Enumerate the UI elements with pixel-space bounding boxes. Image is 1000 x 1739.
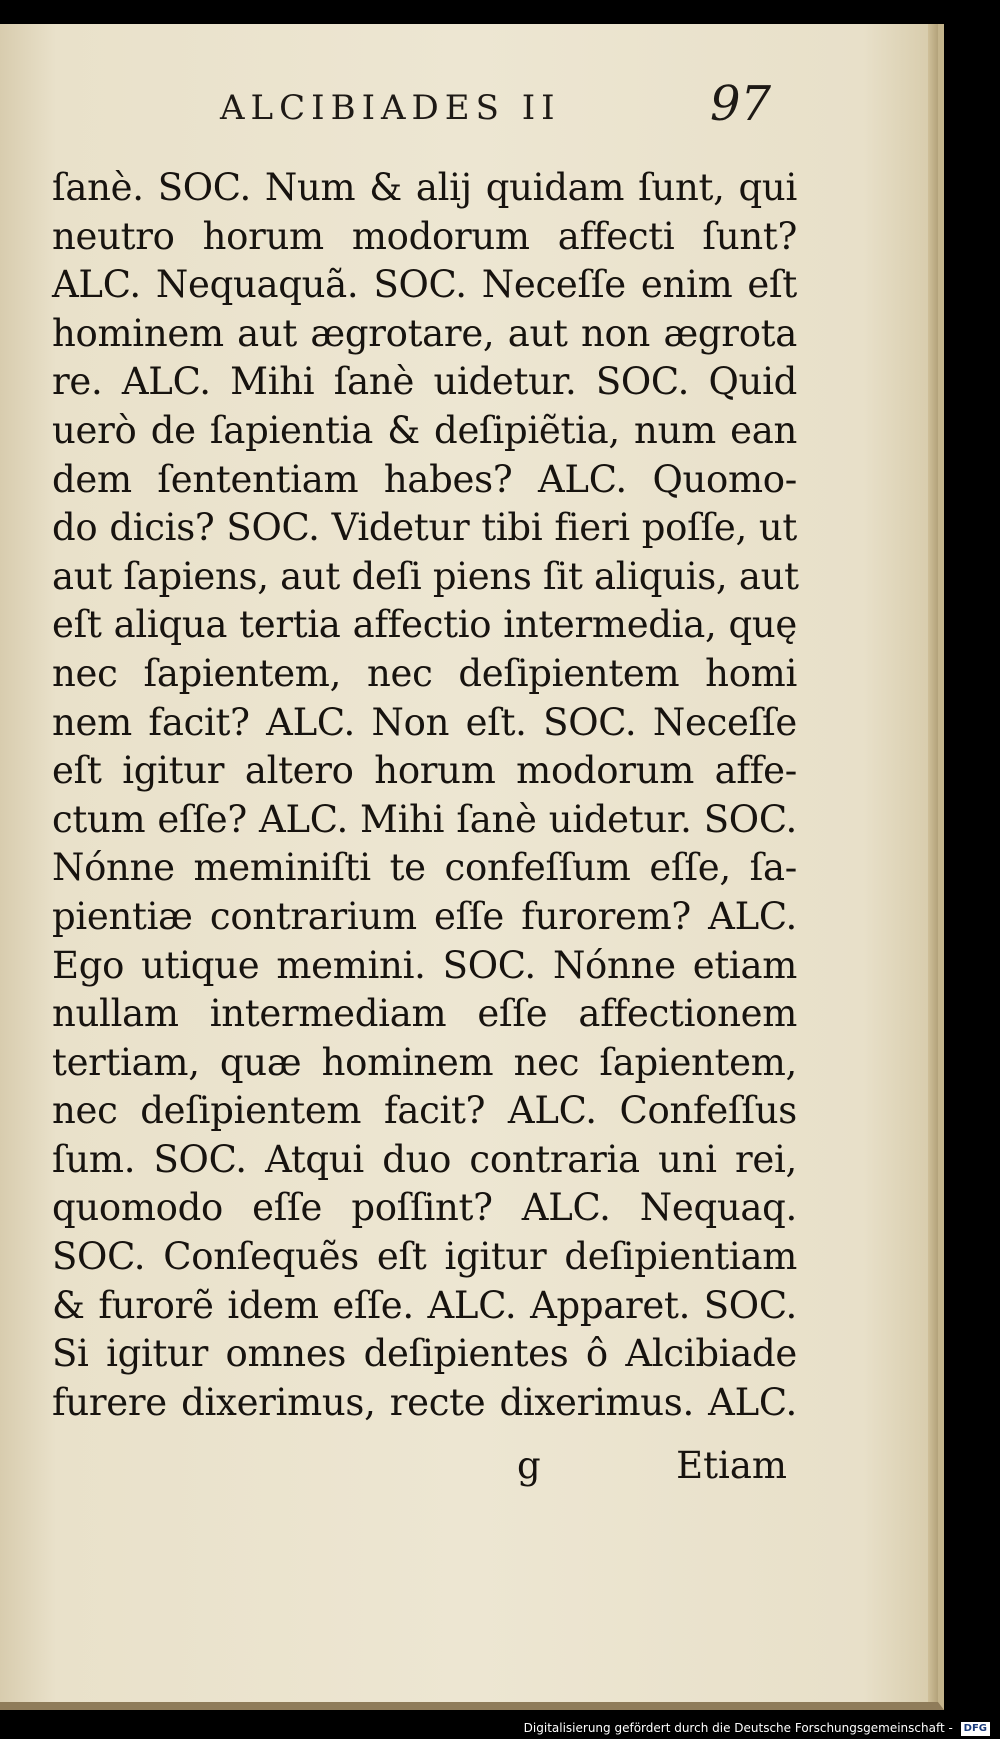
text-line: SOC. Conſequẽs eſt igitur deſipientiam <box>52 1235 797 1279</box>
text-line: Ego utique memini. SOC. Nónne etiam <box>52 943 797 987</box>
viewer-footer <box>0 1717 1000 1739</box>
text-line: furere dixerimus, recte dixerimus. ALC. <box>52 1380 797 1424</box>
text-line: re. ALC. Mihi ſanè uidetur. SOC. Quid <box>52 360 797 404</box>
text-line: ctum eſſe? ALC. Mihi ſanè uidetur. SOC. <box>52 797 797 841</box>
text-line: Si igitur omnes deſipientes ô Alcibiade <box>52 1332 797 1376</box>
dfg-logo: DFG <box>961 1722 990 1736</box>
catch-line <box>52 1444 797 1494</box>
running-head: ALCIBIADES II <box>220 88 561 128</box>
text-line: uerò de ſapientia & deſipiẽtia, num ean <box>52 408 797 452</box>
text-line: neutro horum modorum affecti ſunt? <box>52 214 797 258</box>
page-fore-edge <box>928 24 938 1702</box>
text-line: nec deſipientem facit? ALC. Confeſſus <box>52 1089 797 1133</box>
text-line: aut ſapiens, aut deſi piens ſit aliquis, aut <box>52 554 799 598</box>
text-line: Nónne meminiſti te confeſſum eſſe, ſa- <box>52 846 797 890</box>
funding-credit: Digitalisierung gefördert durch die Deutsche Forschungsgemeinschaft - <box>523 1721 953 1735</box>
text-line: ALC. Nequaquã. SOC. Neceſſe enim eſt <box>52 263 797 307</box>
text-block <box>52 164 797 1427</box>
book-page <box>0 24 944 1710</box>
page-number: 97 <box>710 76 772 132</box>
text-line: nec ſapientem, nec deſipientem homi <box>52 651 797 695</box>
text-line: hominem aut ægrotare, aut non ægrota <box>52 311 797 355</box>
text-line: eſt aliqua tertia affectio intermedia, quę <box>52 603 797 647</box>
text-line: & furorẽ idem eſſe. ALC. Apparet. SOC. <box>52 1283 797 1327</box>
text-line: nullam intermediam eſſe affectionem <box>52 992 797 1036</box>
text-line: pientiæ contrarium eſſe furorem? ALC. <box>52 894 797 938</box>
text-line: do dicis? SOC. Videtur tibi fieri poſſe, ut <box>52 506 797 550</box>
text-line: dem ſententiam habes? ALC. Quomo- <box>52 457 797 501</box>
text-line: nem facit? ALC. Non eſt. SOC. Neceſſe <box>52 700 797 744</box>
text-line: quomodo eſſe poſſint? ALC. Nequaq. <box>52 1186 797 1230</box>
signature-mark: g <box>517 1444 541 1487</box>
text-line: tertiam, quæ hominem nec ſapientem, <box>52 1040 797 1084</box>
text-line: ſum. SOC. Atqui duo contraria uni rei, <box>52 1137 797 1181</box>
text-line: eſt igitur altero horum modorum affe- <box>52 749 797 793</box>
catchword: Etiam <box>676 1444 787 1487</box>
text-line: ſanè. SOC. Num & alij quidam ſunt, qui <box>52 166 797 209</box>
